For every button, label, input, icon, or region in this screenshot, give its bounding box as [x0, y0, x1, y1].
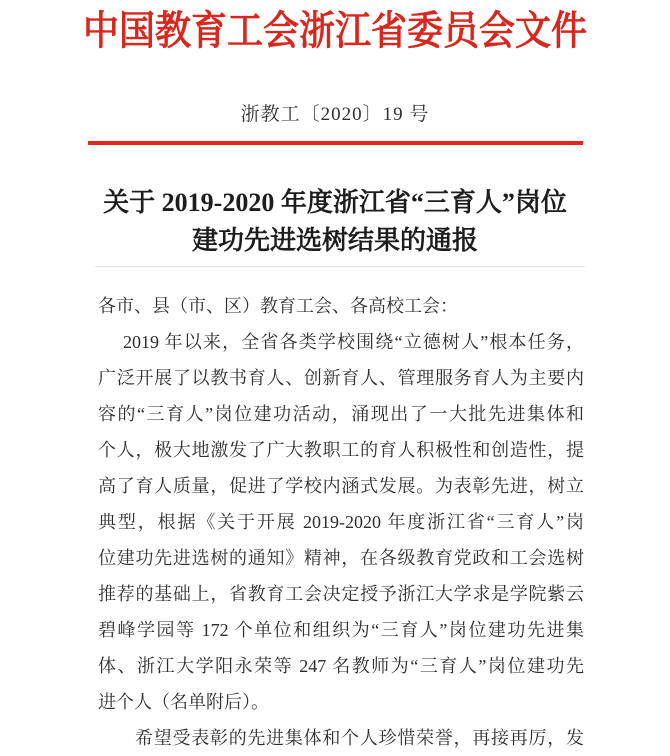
- body-text-line: 位建功先进选树的通知》精神，在各级教育党政和工会选树: [98, 548, 584, 568]
- document-header-title: 中国教育工会浙江省委员会文件: [83, 8, 587, 53]
- document-title-line-1: 关于 2019-2020 年度浙江省“三育人”岗位: [103, 188, 567, 217]
- body-text-line: 希望受表彰的先进集体和个人珍惜荣誉，再接再厉，发: [135, 728, 584, 748]
- document-title-line-2: 建功先进选树结果的通报: [191, 226, 478, 255]
- body-text-line: 推荐的基础上，省教育工会决定授予浙江大学求是学院紫云: [98, 584, 584, 604]
- document-number: 浙教工〔2020〕19 号: [240, 104, 430, 125]
- body-text-line: 容的“三育人”岗位建功活动，涌现出了一大批先进集体和: [98, 404, 584, 424]
- red-divider-line: [88, 141, 583, 145]
- body-text-line: 进个人（名单附后）。: [98, 692, 269, 712]
- body-text-line: 广泛开展了以教书育人、创新育人、管理服务育人为主要内: [98, 368, 584, 388]
- body-text-line: 体、浙江大学阳永荣等 247 名教师为“三育人”岗位建功先: [98, 656, 584, 676]
- body-text-line: 2019 年以来，全省各类学校围绕“立德树人”根本任务，: [123, 332, 584, 352]
- body-text-line: 个人，极大地激发了广大教职工的育人积极性和创造性，提: [98, 440, 584, 460]
- faint-divider-line: [95, 266, 585, 267]
- body-text-line: 典型，根据《关于开展 2019-2020 年度浙江省“三育人”岗: [98, 512, 584, 532]
- salutation-line: 各市、县（市、区）教育工会、各高校工会：: [98, 296, 458, 316]
- body-text-line: 高了育人质量，促进了学校内涵式发展。为表彰先进，树立: [98, 476, 584, 496]
- document-body: [98, 288, 584, 756]
- document-title: [40, 184, 630, 260]
- body-text-line: 碧峰学园等 172 个单位和组织为“三育人”岗位建功先进集: [98, 620, 584, 640]
